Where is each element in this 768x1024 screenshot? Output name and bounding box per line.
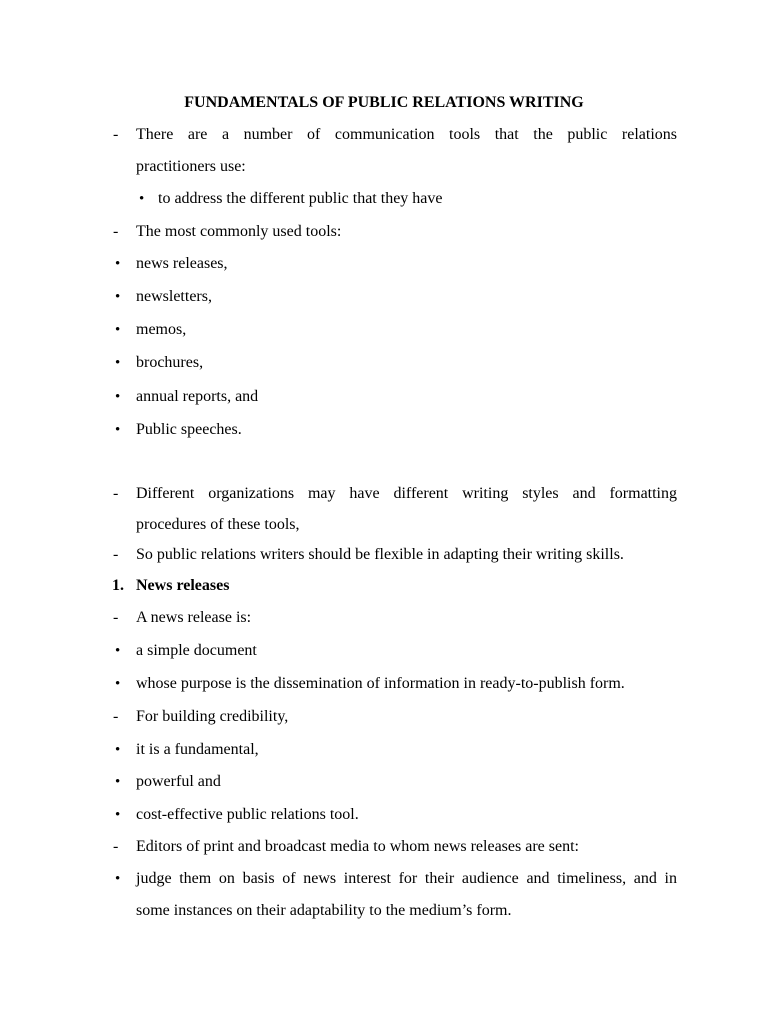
paragraph-line: procedures of these tools, <box>136 516 300 533</box>
list-item <box>0 739 768 761</box>
list-item-continuation <box>0 156 768 178</box>
bullet-marker: • <box>115 422 121 438</box>
list-item <box>0 419 768 441</box>
list-item <box>0 221 768 243</box>
paragraph-line: whose purpose is the dissemination of information in ready-to-publish form. <box>136 675 625 692</box>
section-number: 1. <box>112 577 124 594</box>
bullet-marker: • <box>115 355 121 371</box>
dash-marker: - <box>113 546 119 563</box>
dash-marker: - <box>113 126 119 143</box>
paragraph-line: annual reports, and <box>136 388 259 405</box>
bullet-marker: • <box>115 742 121 758</box>
list-item <box>0 607 768 629</box>
paragraph-line: There are a number of communication tools that the public relations <box>136 126 677 143</box>
bullet-marker: • <box>139 191 145 207</box>
bullet-marker: • <box>115 676 121 692</box>
bullet-marker: • <box>115 289 121 305</box>
dash-marker: - <box>113 223 119 240</box>
list-item <box>0 706 768 728</box>
list-item <box>0 319 768 341</box>
document-title: FUNDAMENTALS OF PUBLIC RELATIONS WRITING <box>184 94 584 111</box>
list-item-continuation <box>0 514 768 536</box>
paragraph-line: memos, <box>136 321 187 338</box>
paragraph-line: newsletters, <box>136 288 212 305</box>
dash-marker: - <box>113 485 119 502</box>
paragraph-line: The most commonly used tools: <box>136 223 342 240</box>
bullet-marker: • <box>115 643 121 659</box>
paragraph-line: a simple document <box>136 642 257 659</box>
dash-marker: - <box>113 708 119 725</box>
dash-marker: - <box>113 609 119 626</box>
list-item <box>0 386 768 408</box>
sub-list-item <box>0 188 768 210</box>
bullet-marker: • <box>115 389 121 405</box>
dash-marker: - <box>113 838 119 855</box>
list-item <box>0 483 768 505</box>
list-item <box>0 286 768 308</box>
bullet-marker: • <box>115 871 121 887</box>
paragraph-line: Editors of print and broadcast media to whom news releases are sent: <box>136 838 579 855</box>
list-item <box>0 253 768 275</box>
bullet-marker: • <box>115 774 121 790</box>
list-item <box>0 868 768 890</box>
paragraph-line: news releases, <box>136 255 228 272</box>
list-item <box>0 771 768 793</box>
bullet-marker: • <box>115 807 121 823</box>
list-item <box>0 352 768 374</box>
paragraph-line: it is a fundamental, <box>136 741 259 758</box>
bullet-marker: • <box>115 256 121 272</box>
paragraph-line: judge them on basis of news interest for their audience and timeliness, and in <box>136 870 677 887</box>
paragraph-line: powerful and <box>136 773 221 790</box>
paragraph-line: brochures, <box>136 354 204 371</box>
paragraph-line: A news release is: <box>136 609 252 626</box>
section-heading <box>0 575 768 597</box>
paragraph-line: Different organizations may have different writing styles and formatting <box>136 485 677 502</box>
list-item <box>0 673 768 695</box>
paragraph-line: to address the different public that they have <box>158 190 443 207</box>
section-heading-text: News releases <box>136 577 230 594</box>
paragraph-line: For building credibility, <box>136 708 289 725</box>
paragraph-line: cost-effective public relations tool. <box>136 806 359 823</box>
list-item <box>0 544 768 566</box>
paragraph-line: So public relations writers should be flexible in adapting their writing skills. <box>136 546 624 563</box>
list-item <box>0 124 768 146</box>
list-item-continuation <box>0 900 768 922</box>
paragraph-line: practitioners use: <box>136 158 246 175</box>
paragraph-line: Public speeches. <box>136 421 242 438</box>
list-item <box>0 640 768 662</box>
list-item <box>0 836 768 858</box>
bullet-marker: • <box>115 322 121 338</box>
paragraph-line: some instances on their adaptability to the medium’s form. <box>136 902 512 919</box>
list-item <box>0 804 768 826</box>
